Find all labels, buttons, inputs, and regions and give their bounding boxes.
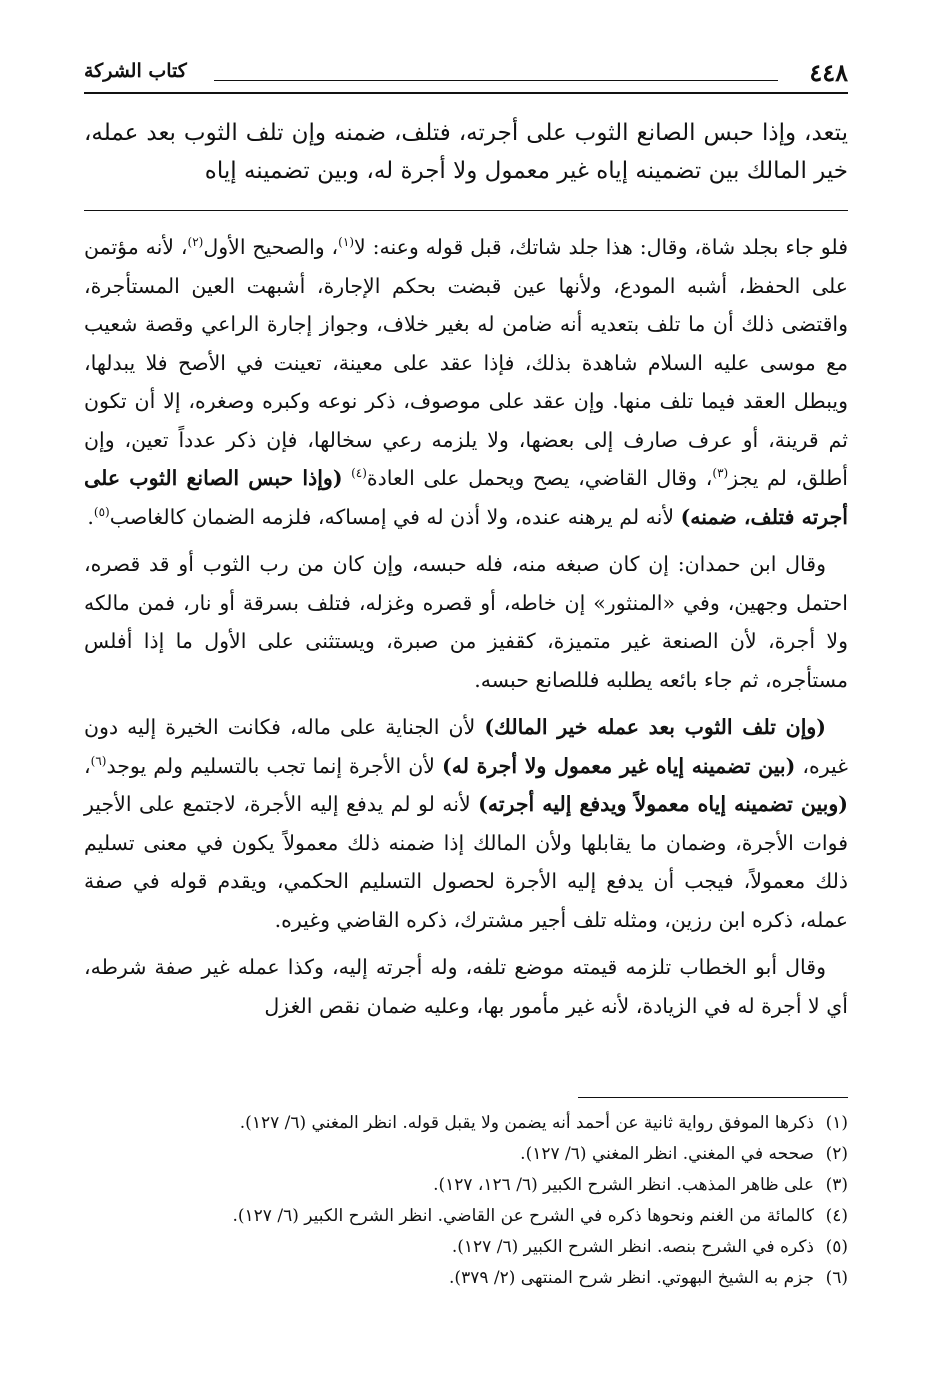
text-run: لأنه لم يرهنه عنده، ولا أذن له في إمساكه، فلزمه الضمان كالغاصب [109,504,675,529]
footnote-text: كالمائة من الغنم ونحوها ذكره في الشرح عن القاضي. انظر الشرح الكبير (٦/ ١٢٧). [232,1206,814,1226]
footnote-ref: (٤) [351,466,367,481]
footnote [84,1170,848,1201]
text-run: ، والصحيح الأول [203,235,339,259]
text-run: فلو جاء بجلد شاة، وقال: هذا جلد شاتك، قبل قوله وعنه: لا [354,235,848,259]
text-run: ، [84,753,91,778]
footnote-number: (٥) [825,1237,848,1257]
commentary-paragraph-2: وقال ابن حمدان: إن كان صبغه منه، فله حبسه، وإن كان من رب الثوب أو قد قصره، احتمل وجهين، وفي «المنثور» إن خاطه، أو قصره وغزله، فتلف بسرقة أو نار، فمن مالكه ولا أجرة، لأن الصنعة غير متميزة، كقفيز من صبرة، ويستثنى على الأول ما إذا أفلس مستأجره، ثم جاء بائعه يطلبه فللصانع حبسه. [84,552,848,692]
footnote-text: جزم به الشيخ البهوتي. انظر شرح المنتهى (٢/ ٣٧٩). [449,1268,814,1288]
text-run: ، لأنه مؤتمن على الحفظ، أشبه المودع، ولأنها عين قبضت بحكم الإجارة، أشبهت العين المستأجرة، واقتضى ذلك أن ما تلف بتعديه أنه ضامن له بغير خلاف، وجواز إجارة الراعي وقصة شعيب مع موسى عليه السلام شاهدة بذلك، فإذا عقد على معينة، تعينت في الأصح فلا يبدلها، ويبطل العقد فيما تلف منها. وإن عقد على موصوف، ذكر نوعه وكبره وصغره، إلا أن تكون ثم قرينة، أو عرف صارف إلى بعضها، ولا يلزمه رعي سخالها، فإن ذكر عدداً تعين، وإن أطلق، لم يجز [84,235,848,490]
commentary-paragraph-4: وقال أبو الخطاب تلزمه قيمته موضع تلفه، وله أجرته إليه، وكذا عمله غير صفة شرطه، أي لا أجرة له في الزيادة، لأنه غير مأمور بها، وعليه ضمان نقص الغزل [84,955,848,1018]
quoted-matn: (وإن تلف الثوب بعد عمله خير المالك) [484,715,826,739]
footnotes [84,1108,848,1294]
footnote-text: على ظاهر المذهب. انظر الشرح الكبير (٦/ ١٢٦، ١٢٧). [433,1175,814,1195]
footnote-ref: (٦) [90,753,107,768]
footnote [84,1139,848,1170]
commentary-paragraph-3 [84,708,848,939]
footnote-divider [578,1097,848,1098]
commentary-divider [84,210,848,211]
footnote-text: صححه في المغني. انظر المغني (٦/ ١٢٧). [520,1144,814,1164]
footnote-number: (١) [825,1113,848,1133]
quoted-matn: (بين تضمينه إياه غير معمول ولا أجرة له) [442,753,796,778]
text-run: . [87,504,94,529]
text-run: لأن الأجرة إنما تجب بالتسليم ولم يوجد [106,753,435,778]
footnote-number: (٤) [825,1206,848,1226]
footnote-ref: (٣) [712,466,729,481]
main-text [84,114,848,190]
footnote-text: ذكره في الشرح بنصه. انظر الشرح الكبير (٦/ ١٢٧). [451,1237,814,1257]
footnote-ref: (١) [338,235,354,250]
footnote-number: (٢) [825,1144,848,1164]
footnote-ref: (٥) [93,504,110,519]
footnote [84,1232,848,1263]
commentary-text [84,228,848,1034]
header-divider [214,80,778,81]
text-run: ، وقال القاضي، يصح ويحمل على العادة [366,466,713,490]
text-run: لأنه لو لم يدفع إليه الأجرة، لاجتمع على الأجير فوات الأجرة، وضمان ما يقابلها ولأن المالك إذا ضمنه ذلك معمولاً يكون في معنى تسليم ذلك معمولاً، فيجب أن يدفع إليه الأجرة لحصول التسليم الحكمي، ويقدم قوله في صفة عمله، ذكره ابن رزين، ومثله تلف أجير مشترك، ذكره القاضي وغيره. [84,792,848,932]
footnote [84,1201,848,1232]
footnote [84,1108,848,1139]
main-paragraph: يتعد، وإذا حبس الصانع الثوب على أجرته، فتلف، ضمنه وإن تلف الثوب بعد عمله، خير المالك بين تضمينه إياه غير معمول ولا أجرة له، وبين تضمينه إياه [84,120,848,184]
chapter-title: كتاب الشركة [84,60,187,82]
footnote-text: ذكرها الموفق رواية ثانية عن أحمد أنه يضمن ولا يقبل قوله. انظر المغني (٦/ ١٢٧). [239,1113,814,1133]
footnote-ref: (٢) [187,235,204,250]
footnote-number: (٦) [825,1268,848,1288]
quoted-matn: (وإذا حبس الصانع الثوب على أجرته فتلف، ضمنه) [84,466,848,529]
footnote-number: (٣) [825,1175,848,1195]
page-number: ٤٤٨ [809,58,848,87]
quoted-matn: (وبين تضمينه إياه معمولاً ويدفع إليه أجرته) [478,792,848,816]
footnote [84,1263,848,1294]
commentary-paragraph-1 [84,228,848,536]
text-run: لأن الجناية على ماله، فكانت الخيرة إليه دون غيره، [84,715,848,778]
page-header [84,58,848,94]
